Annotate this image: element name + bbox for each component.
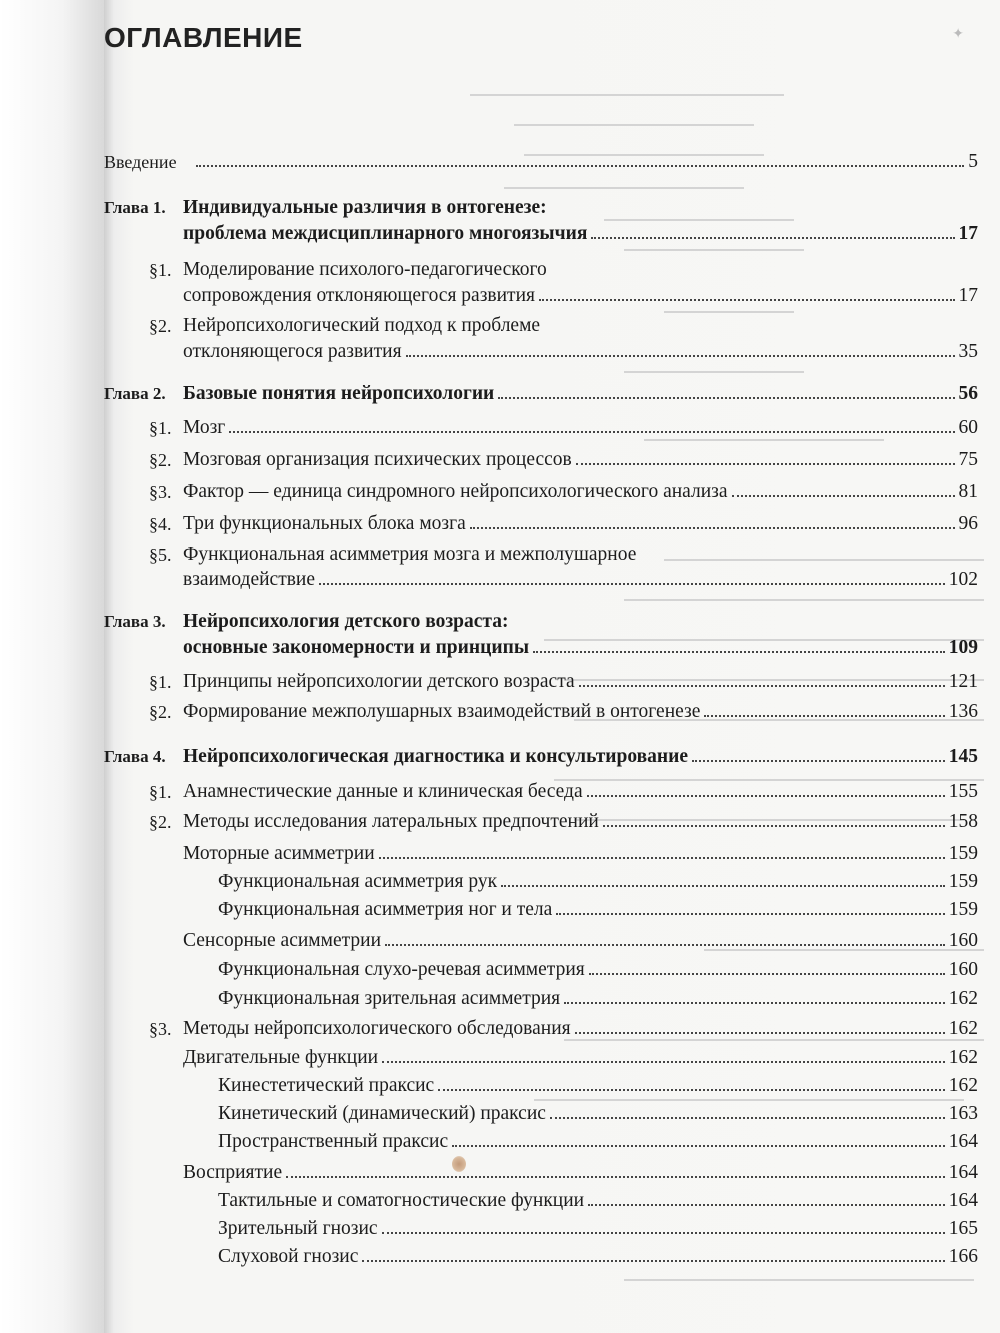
dot-leader	[556, 913, 944, 915]
dot-leader	[319, 583, 945, 585]
entry-title: Три функциональных блока мозга	[183, 513, 466, 534]
chapter-label: Глава 2.	[104, 384, 166, 403]
toc-line	[183, 780, 978, 804]
dot-leader	[438, 1089, 945, 1091]
entry-title: Базовые понятия нейропсихологии	[183, 383, 495, 404]
section-label: §5.	[149, 545, 172, 565]
section-label: §4.	[149, 514, 172, 534]
page-number: 163	[948, 1103, 978, 1124]
toc-line-continued	[183, 610, 978, 634]
toc-line	[183, 568, 978, 592]
toc-line-continued	[183, 258, 978, 282]
toc-line	[183, 745, 978, 769]
paper-stain	[452, 1156, 466, 1172]
entry-title: Функциональная зрительная асимметрия	[218, 988, 561, 1009]
dot-leader	[470, 527, 955, 529]
toc-line	[183, 1161, 978, 1185]
toc-line	[183, 810, 978, 834]
page-number: 159	[948, 871, 978, 892]
toc-line	[183, 929, 978, 953]
entry-title: проблема междисциплинарного многоязычия	[183, 223, 588, 244]
entry-title: Фактор — единица синдромного нейропсихологического анализа	[183, 481, 728, 502]
page-number: 109	[948, 637, 978, 658]
toc-line	[218, 987, 978, 1011]
toc-line	[183, 1017, 978, 1041]
toc-line	[218, 958, 978, 982]
page-number: 17	[958, 223, 978, 244]
entry-title: Нейропсихология детского возраста:	[183, 611, 509, 632]
entry-title: Тактильные и соматогностические функции	[218, 1190, 585, 1211]
entry-title: Функциональная слухо-речевая асимметрия	[218, 959, 585, 980]
page-number: 160	[948, 930, 978, 951]
dot-leader	[196, 165, 964, 167]
entry-title: Индивидуальные различия в онтогенезе:	[183, 197, 547, 218]
dot-leader	[576, 463, 955, 465]
dot-leader	[379, 857, 945, 859]
toc-line	[183, 512, 978, 536]
page-number: 160	[948, 959, 978, 980]
entry-title: Функциональная асимметрия рук	[218, 871, 498, 892]
dot-leader	[382, 1061, 945, 1063]
section-label: §1.	[149, 672, 172, 692]
toc-line	[183, 340, 978, 364]
page-number: 102	[948, 569, 978, 590]
section-label: §2.	[149, 812, 172, 832]
section-label: §3.	[149, 1019, 172, 1039]
page-number: 165	[948, 1218, 978, 1239]
page-number: 121	[948, 671, 978, 692]
section-label: §3.	[149, 482, 172, 502]
dot-leader	[533, 651, 945, 653]
entry-title: Функциональная асимметрия ног и тела	[218, 899, 553, 920]
toc-line	[183, 284, 978, 308]
entry-title: Нейропсихологическая диагностика и консультирование	[183, 746, 689, 767]
page-number: 5	[968, 151, 978, 172]
entry-title: Зрительный гнозис	[218, 1218, 378, 1239]
page-number: 75	[958, 449, 978, 470]
toc-line	[183, 448, 978, 472]
entry-title: Методы исследования латеральных предпочтений	[183, 811, 599, 832]
entry-title: Мозг	[183, 417, 226, 438]
page-number: 162	[948, 1075, 978, 1096]
page-number: 56	[958, 383, 978, 404]
toc-line	[218, 1245, 978, 1269]
section-label: Введение	[104, 152, 177, 172]
entry-title: Принципы нейропсихологии детского возраста	[183, 671, 575, 692]
dot-leader	[550, 1117, 945, 1119]
entry-title: Методы нейропсихологического обследования	[183, 1018, 571, 1039]
dot-leader	[591, 237, 954, 239]
toc-line	[183, 700, 978, 724]
dot-leader	[286, 1176, 945, 1178]
entry-title: Моделирование психолого-педагогического	[183, 259, 547, 280]
chapter-label: Глава 3.	[104, 612, 166, 631]
dot-leader	[579, 685, 945, 687]
toc-line	[183, 222, 978, 246]
toc-line	[218, 1217, 978, 1241]
page-number: 162	[948, 1018, 978, 1039]
dot-leader	[575, 1032, 945, 1034]
toc-line	[218, 1102, 978, 1126]
chapter-label: Глава 4.	[104, 747, 166, 766]
page-title: ОГЛАВЛЕНИЕ	[104, 22, 303, 53]
dot-leader	[382, 1232, 945, 1234]
book-gutter	[0, 0, 104, 1333]
section-label: §2.	[149, 316, 172, 336]
dot-leader	[229, 431, 954, 433]
toc-page	[104, 0, 1000, 1333]
page-number: 60	[958, 417, 978, 438]
entry-title: Функциональная асимметрия мозга и межполушарное	[183, 544, 637, 565]
toc-line	[183, 670, 978, 694]
page-number: 81	[958, 481, 978, 502]
entry-title: отклоняющегося развития	[183, 341, 402, 362]
toc-line	[218, 1130, 978, 1154]
page-corner-mark: ✦	[952, 27, 964, 42]
page-number: 159	[948, 899, 978, 920]
toc-line	[218, 898, 978, 922]
page-number: 162	[948, 1047, 978, 1068]
dot-leader	[704, 715, 944, 717]
dot-leader	[406, 355, 955, 357]
page-number: 145	[948, 746, 978, 767]
page-number: 158	[948, 811, 978, 832]
toc-line	[218, 870, 978, 894]
entry-title: Пространственный праксис	[218, 1131, 449, 1152]
page-number: 155	[948, 781, 978, 802]
toc-line	[183, 842, 978, 866]
toc-line	[183, 480, 978, 504]
dot-leader	[539, 299, 955, 301]
entry-title: Формирование межполушарных взаимодействий в онтогенезе	[183, 701, 701, 722]
chapter-label: Глава 1.	[104, 198, 166, 217]
toc-line-continued	[183, 314, 978, 338]
entry-title: Моторные асимметрии	[183, 843, 375, 864]
dot-leader	[588, 1204, 945, 1206]
entry-title: Слуховой гнозис	[218, 1246, 359, 1267]
section-label: §1.	[149, 260, 172, 280]
entry-title: Двигательные функции	[183, 1047, 379, 1068]
section-label: §2.	[149, 702, 172, 722]
dot-leader	[564, 1002, 945, 1004]
entry-title: Восприятие	[183, 1162, 283, 1183]
dot-leader	[501, 885, 945, 887]
section-label: §2.	[149, 450, 172, 470]
entry-title: взаимодействие	[183, 569, 316, 590]
section-label: §1.	[149, 782, 172, 802]
dot-leader	[603, 825, 945, 827]
entry-title: Нейропсихологический подход к проблеме	[183, 315, 541, 336]
toc-line	[218, 1189, 978, 1213]
entry-title: Кинестетический праксис	[218, 1075, 435, 1096]
dot-leader	[732, 495, 955, 497]
toc-line	[183, 382, 978, 406]
toc-line-continued	[183, 196, 978, 220]
page-number: 35	[958, 341, 978, 362]
dot-leader	[692, 760, 945, 762]
entry-title: Сенсорные асимметрии	[183, 930, 382, 951]
entry-title: сопровождения отклоняющегося развития	[183, 285, 535, 306]
toc-line	[183, 416, 978, 440]
toc-line	[183, 636, 978, 660]
entry-title: Мозговая организация психических процессов	[183, 449, 572, 470]
dot-leader	[587, 795, 945, 797]
page-number: 164	[948, 1162, 978, 1183]
toc-line	[192, 150, 978, 174]
dot-leader	[385, 944, 945, 946]
dot-leader	[452, 1145, 945, 1147]
entry-title: Анамнестические данные и клиническая беседа	[183, 781, 583, 802]
page-number: 164	[948, 1131, 978, 1152]
toc-line-continued	[183, 543, 978, 567]
page-number: 17	[958, 285, 978, 306]
section-label: §1.	[149, 418, 172, 438]
entry-title: Кинетический (динамический) праксис	[218, 1103, 546, 1124]
entry-title: основные закономерности и принципы	[183, 637, 530, 658]
page-number: 162	[948, 988, 978, 1009]
page-number: 164	[948, 1190, 978, 1211]
table-of-contents	[104, 0, 1000, 1333]
dot-leader	[498, 397, 954, 399]
page-number: 96	[958, 513, 978, 534]
page-number: 159	[948, 843, 978, 864]
dot-leader	[362, 1260, 944, 1262]
page-number: 166	[948, 1246, 978, 1267]
dot-leader	[589, 973, 945, 975]
page-number: 136	[948, 701, 978, 722]
toc-line	[218, 1074, 978, 1098]
toc-line	[183, 1046, 978, 1070]
